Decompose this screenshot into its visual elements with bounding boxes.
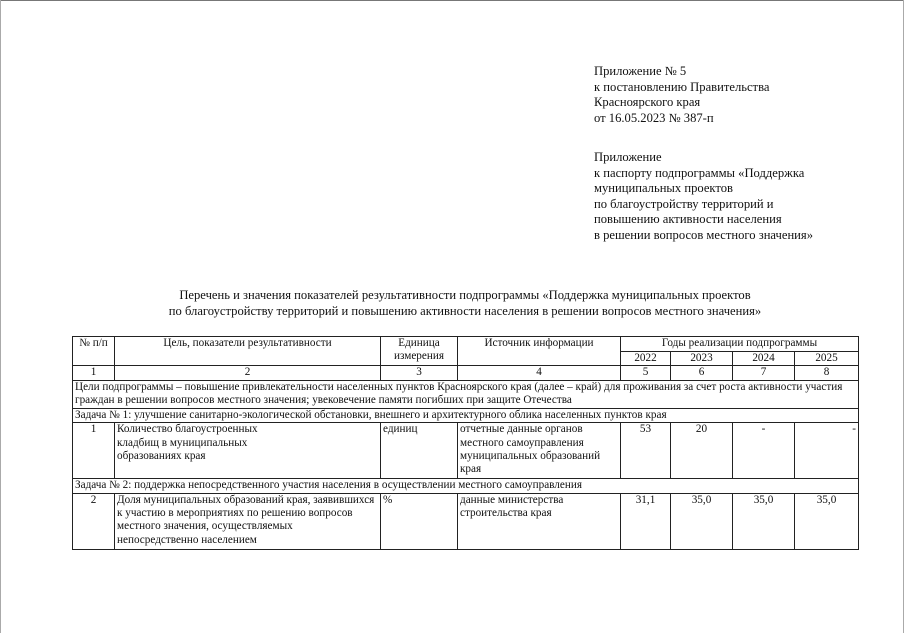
document-title [72,287,858,319]
header-year: 2022 [621,352,671,366]
appendix-line: Красноярского края [594,95,701,110]
header-goal: Цель, показатели результативности [115,337,381,366]
header-num: № п/п [73,337,115,366]
header-source: Источник информации [458,337,621,366]
appendix-line: по благоустройству территорий и [594,196,774,211]
appendix-line: от 16.05.2023 № 387-п [594,110,714,125]
appendix-line: повышению активности населения [594,212,782,227]
passport-appendix-block [594,150,813,244]
indicators-table [72,336,859,550]
row-source: отчетные данные органов местного самоуправления муниципальных образований края [458,423,621,479]
appendix-header-block [594,64,769,126]
row-num: 1 [73,423,115,479]
column-numbers-row [73,366,859,380]
row-indicator: Доля муниципальных образований края, заявившихся к участию в мероприятиях по решению вопросов местного значения, осуществляемых непосредственно населением [115,493,381,549]
header-year: 2023 [671,352,733,366]
goal-text: Цели подпрограммы – повышение привлекательности населенных пунктов Красноярского края (далее – край) для проживания за счет роста активности участия граждан в решении вопросов местного значения; увековечение памяти погибших при защите Отечества [73,380,859,408]
appendix-line: к постановлению Правительства [594,79,770,94]
header-years-group: Годы реализации подпрограммы [621,337,859,352]
row-value-2022: 53 [621,423,671,479]
appendix-line: Приложение № 5 [594,64,687,78]
title-line-1: Перечень и значения показателей результативности подпрограммы «Поддержка муниципальных проектов [179,288,751,302]
column-number: 6 [671,366,733,380]
title-line-2: по благоустройству территорий и повышению активности населения в решении вопросов местного значения» [168,304,762,318]
row-value-2024: - [733,423,795,479]
row-num: 2 [73,493,115,549]
column-number: 4 [458,366,621,380]
table-row [73,493,859,549]
column-number: 3 [381,366,458,380]
row-source: данные министерства строительства края [458,493,621,549]
row-unit: % [381,493,458,549]
appendix-line: муниципальных проектов [594,181,733,196]
row-value-2025: - [795,423,859,479]
row-value-2022: 31,1 [621,493,671,549]
task-row [73,479,859,493]
scan-border-top [0,0,904,1]
appendix-line: в решении вопросов местного значения» [594,227,814,242]
task-2-text: Задача № 2: поддержка непосредственного участия населения в осуществлении местного самоуправления [73,479,859,493]
row-value-2023: 35,0 [671,493,733,549]
column-number: 2 [115,366,381,380]
row-value-2025: 35,0 [795,493,859,549]
appendix-line: к паспорту подпрограммы «Поддержка [594,165,805,180]
column-number: 1 [73,366,115,380]
header-year: 2025 [795,352,859,366]
header-year: 2024 [733,352,795,366]
table-row [73,423,859,479]
row-value-2023: 20 [671,423,733,479]
task-1-text: Задача № 1: улучшение санитарно-экологической обстановки, внешнего и архитектурного облика населенных пунктов края [73,408,859,422]
header-unit: Единица измерения [381,337,458,366]
row-value-2024: 35,0 [733,493,795,549]
header-row [73,337,859,352]
task-row [73,408,859,422]
goal-row [73,380,859,408]
row-indicator: Количество благоустроенных кладбищ в муниципальных образованиях края [115,423,381,479]
scan-border-left [0,0,1,633]
row-unit: единиц [381,423,458,479]
column-number: 8 [795,366,859,380]
appendix-line: Приложение [594,150,662,164]
column-number: 5 [621,366,671,380]
column-number: 7 [733,366,795,380]
